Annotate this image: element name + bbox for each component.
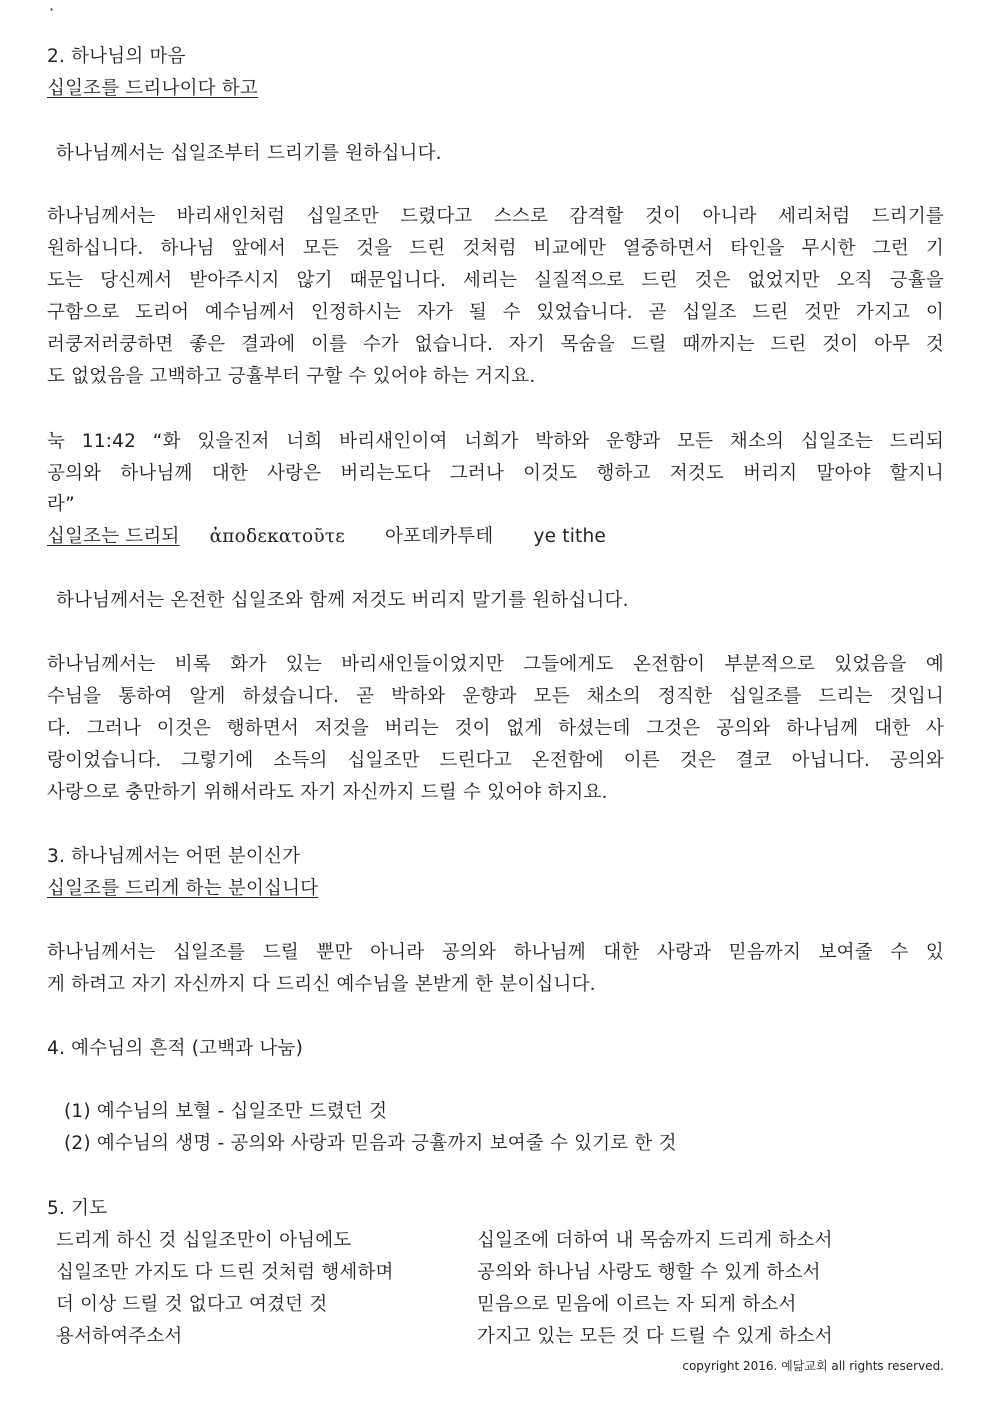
word-greek: ἀποδεκατοῦτε xyxy=(209,526,345,547)
sec2-word-study xyxy=(47,525,944,549)
sec2-para2-line: 사랑으로 충만하기 위해서라도 자기 자신까지 드릴 수 있어야 하지요. xyxy=(47,782,608,803)
prayer-left-line: 드리게 하신 것 십일조만이 아님에도 xyxy=(56,1230,352,1251)
prayer-right-line: 십일조에 더하여 내 목숨까지 드리게 하소서 xyxy=(477,1230,833,1251)
sec4-item: (1) 예수님의 보혈 - 십일조만 드렸던 것 xyxy=(64,1101,388,1122)
sec2-para1-line: 도는 당신께서 받아주시지 않기 때문입니다. 세리는 실질적으로 드린 것은 없었지만 오직 긍휼을 xyxy=(47,270,944,291)
sec2-para1-line: 도 없었음을 고백하고 긍휼부터 구할 수 있어야 하는 거지요. xyxy=(47,366,536,387)
word-label: 십일조는 드리되 xyxy=(47,526,180,547)
sec2-verse-line: 공의와 하나님께 대한 사랑은 버리는도다 그러나 이것도 행하고 저것도 버리지 말아야 할지니 xyxy=(47,463,944,484)
sec2-para1-line: 원하십니다. 하나님 앞에서 모든 것을 드린 것처럼 비교에만 열중하면서 타인을 무시한 그런 기 xyxy=(47,238,944,259)
sec2-lead: 하나님께서는 십일조부터 드리기를 원하십니다. xyxy=(56,143,442,164)
sec2-verse-line: 라” xyxy=(47,494,75,515)
sec2-heading: 2. 하나님의 마음 xyxy=(47,46,186,67)
sec2-para2-line: 하나님께서는 비록 화가 있는 바리새인들이었지만 그들에게도 온전함이 부분적으로 있었음을 예 xyxy=(47,654,944,675)
prayer-left-line: 더 이상 드릴 것 없다고 여겼던 것 xyxy=(56,1294,328,1315)
top-dot: · xyxy=(49,0,55,19)
sec2-para1-line: 러쿵저러쿵하면 좋은 결과에 이를 수가 없습니다. 자기 목숨을 드릴 때까지는 드린 것이 아무 것 xyxy=(47,334,944,355)
sec3-subheading: 십일조를 드리게 하는 분이십니다 xyxy=(47,878,319,899)
word-korean: 아포데카투테 xyxy=(385,526,494,547)
sec3-para-line: 게 하려고 자기 자신까지 다 드리신 예수님을 본받게 한 분이십니다. xyxy=(47,974,596,995)
sec2-para2-line: 수님을 통하여 알게 하셨습니다. 곧 박하와 운향과 모든 채소의 정직한 십일조를 드리는 것입니 xyxy=(47,686,944,707)
prayer-left-line: 십일조만 가지도 다 드린 것처럼 행세하며 xyxy=(56,1262,394,1283)
sec4-item: (2) 예수님의 생명 - 공의와 사랑과 믿음과 긍휼까지 보여줄 수 있기로 한 것 xyxy=(64,1133,677,1154)
word-english: ye tithe xyxy=(533,526,607,547)
sec3-heading: 3. 하나님께서는 어떤 분이신가 xyxy=(47,846,301,867)
prayer-right-line: 공의와 하나님 사랑도 행할 수 있게 하소서 xyxy=(477,1262,821,1283)
sec2-para2-line: 다. 그러나 이것은 행하면서 저것을 버리는 것이 없게 하셨는데 그것은 공의와 하나님께 대한 사 xyxy=(47,718,944,739)
sec2-verse-line: 눅 11:42 “화 있을진저 너희 바리새인이여 너희가 박하와 운향과 모든 채소의 십일조는 드리되 xyxy=(47,431,944,452)
copyright-notice: copyright 2016. 예닮교회 all rights reserved. xyxy=(682,1359,944,1373)
sec2-para1-line: 하나님께서는 바리새인처럼 십일조만 드렸다고 스스로 감격할 것이 아니라 세리처럼 드리기를 xyxy=(47,206,944,227)
sec2-para2-line: 랑이었습니다. 그렇기에 소득의 십일조만 드린다고 온전함에 이른 것은 결코 아닙니다. 공의와 xyxy=(47,750,944,771)
sec5-heading: 5. 기도 xyxy=(47,1198,108,1219)
prayer-right-line: 믿음으로 믿음에 이르는 자 되게 하소서 xyxy=(477,1294,797,1315)
prayer-left-line: 용서하여주소서 xyxy=(56,1326,183,1347)
sec4-heading: 4. 예수님의 흔적 (고백과 나눔) xyxy=(47,1038,303,1059)
sec2-subheading: 십일조를 드리나이다 하고 xyxy=(47,78,258,99)
prayer-right-line: 가지고 있는 모든 것 다 드릴 수 있게 하소서 xyxy=(477,1326,833,1347)
sec2-para1-line: 구함으로 도리어 예수님께서 인정하시는 자가 될 수 있었습니다. 곧 십일조 드린 것만 가지고 이 xyxy=(47,302,944,323)
sec2-lead2: 하나님께서는 온전한 십일조와 함께 저것도 버리지 말기를 원하십니다. xyxy=(56,590,629,611)
sec3-para-line: 하나님께서는 십일조를 드릴 뿐만 아니라 공의와 하나님께 대한 사랑과 믿음까지 보여줄 수 있 xyxy=(47,942,944,963)
